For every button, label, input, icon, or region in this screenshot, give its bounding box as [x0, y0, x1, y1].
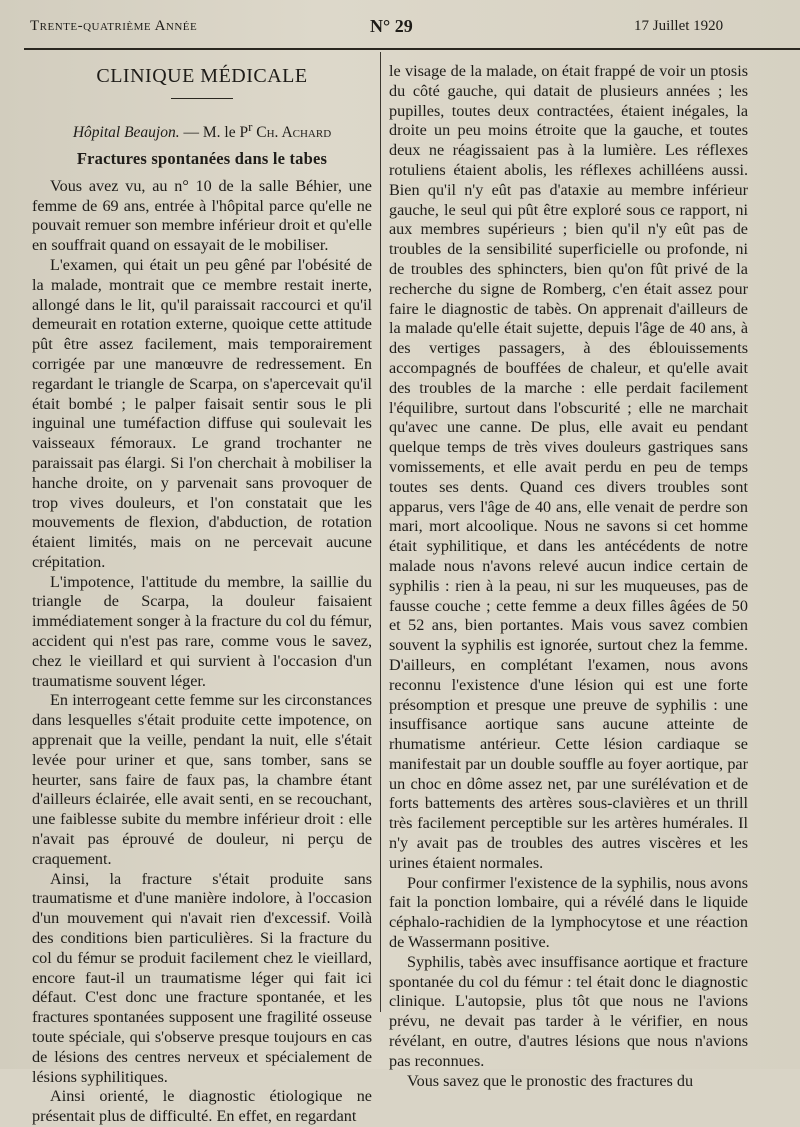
byline	[32, 117, 372, 143]
page-header	[0, 0, 800, 48]
paragraph: Pour confirmer l'existence de la syphilis, nous avons fait la ponction lombaire, qui a révélé dans le liquide céphalo-rachidien de la lymphocytose et une réaction de Wassermann positive.	[389, 873, 748, 952]
title-rule	[171, 98, 233, 99]
byline-author: Ch. Achard	[252, 124, 332, 142]
column-divider	[380, 52, 381, 1012]
header-rule	[24, 48, 800, 50]
header-year: Trente-quatrième Année	[30, 18, 198, 34]
paragraph: L'examen, qui était un peu gêné par l'obésité de la malade, montrait que ce membre restait inerte, allongé dans le lit, qu'il paraissait raccourci et qu'il demeurait en rotation externe, quoique cette attitude pût être assez facilement, mais temporairement corrigée par une manœuvre de redressement. En regardant le triangle de Scarpa, on s'apercevait qu'il était bombé ; le palper faisait sentir sous le pli inguinal une tuméfaction diffuse qui soulevait les vaisseaux fémoraux. Le grand trochanter ne paraissait pas élargi. Si l'on cherchait à mobiliser la hanche droite, on y parvenait sans provoquer de trop vives douleurs, et l'on constatait que les mouvements de flexion, d'abduction, de rotation étaient limités, mais on ne percevait aucune crépitation.	[32, 255, 372, 571]
article-title: Fractures spontanées dans le tabes	[76, 148, 328, 168]
header-date: 17 Juillet 1920	[634, 18, 724, 34]
paragraph: L'impotence, l'attitude du membre, la saillie du triangle de Scarpa, la douleur faisaient immédiatement songer à la fracture du col du fémur, accident qui n'est pas rare, comme vous le savez, chez le vieillard et qui survient à l'occasion d'un traumatisme souvent léger.	[32, 572, 372, 690]
header-issue-number: N° 29	[370, 16, 413, 36]
byline-place: Hôpital Beaujon.	[72, 124, 180, 142]
paragraph: Ainsi orienté, le diagnostic étiologique ne présentait plus de difficulté. En effet, en regardant	[32, 1087, 372, 1126]
paragraph: Ainsi, la fracture s'était produite sans traumatisme et d'une manière indolore, à l'occasion d'un mouvement qui n'avait rien d'excessif. Voilà des conditions bien particulières. Si la fracture du col du fémur se produit facilement chez le vieillard, encore faut-il un traumatisme léger qui fait ici défaut. C'est donc une fracture spontanée, et les fractures spontanées supposent une fragilité osseuse toute spéciale, qui s'observe presque toujours en cas de lésions des centres nerveux et spécialement de lésions syphilitiques.	[32, 869, 372, 1086]
left-column	[32, 56, 372, 1127]
paragraph: le visage de la malade, on était frappé de voir un ptosis du côté gauche, qui datait de plusieurs années ; les pupilles, toutes deux contractées, étaient inégales, la droite un peu moins étroite que la gauche, et toutes deux ne réagissaient pas à la lumière. Les réflexes rotuliens étaient abolis, les réflexes achilléens aussi. Bien qu'il n'y eût pas d'ataxie au membre inférieur gauche, le seul qui pût être exploré sous ce rapport, ni aux membres supérieurs ; bien qu'il n'y eût pas de troubles de la sensibilité superficielle ou profonde, ni de troubles des sphincters, bien qu'on fût privé de la recherche du signe de Romberg, c'en était assez pour faire le diagnostic de tabès. On apprenait d'ailleurs de la malade qu'elle était sujette, depuis l'âge de 40 ans, à des vertiges passagers, à des éblouissements accompagnés de bouffées de chaleur, et qu'elle avait des troubles de la marche : elle perdait facilement l'équilibre, surtout dans l'obscurité ; elle ne marchait qu'avec une canne. De plus, elle avait eu pendant quelque temps de très vives douleurs gastriques sans vomissements, et elle avait perdu en peu de temps toutes ses dents. Quand ces divers troubles sont apparus, vers l'âge de 40 ans, elle venait de perdre son mari, mort alcoolique. Nous ne savons si cet homme était syphilitique, et dans les antécédents de notre malade nous n'avons relevé aucun indice certain de syphilis : rien à la peau, ni sur les muqueuses, pas de fausse couche ; cette femme a deux filles âgées de 50 et 52 ans, bien portantes. Mais vous savez combien souvent la syphilis est ignorée, surtout chez la femme. D'ailleurs, en complétant l'examen, nous avons reconnu l'existence d'une lésion qui est une forte présomption et presque une preuve de syphilis : une insuffisance aortique sans aucune atteinte de rhumatisme antérieur. Cette lésion cardiaque se manifestait par un double souffle au foyer aortique, par un choc en dôme assez net, par une surélévation et de forts battements des artères sous-clavières et un thrill très facilement perceptible sur les artères humérales. Il n'y avait pas de troubles des autres viscères et les urines étaient normales.	[389, 62, 748, 872]
paragraph: Syphilis, tabès avec insuffisance aortique et fracture spontanée du col du fémur : tel était donc le diagnostic clinique. L'autopsie, plus tôt que nous ne l'avions prévu, ne devait pas tarder à le vérifier, en nous révélant, en outre, d'autres lésions que nous n'avions pas reconnues.	[389, 952, 748, 1070]
byline-sup: r	[248, 119, 253, 134]
paragraph: Vous savez que le pronostic des fractures du	[407, 1071, 694, 1090]
paragraph: En interrogeant cette femme sur les circonstances dans lesquelles s'était produite cette impotence, on apprenait que la veille, pendant la nuit, elle s'était levée pour uriner et que, sans tomber, sans se heurter, sans faire de faux pas, la chambre étant d'ailleurs éclairée, elle avait senti, en se recouchant, une faiblesse subite du membre inférieur droit : elle n'avait pas éprouvé de douleur, ni perçu de craquement.	[32, 691, 372, 868]
section-title: CLINIQUE MÉDICALE	[96, 65, 308, 87]
right-column	[389, 62, 748, 1091]
paragraph: Vous avez vu, au n° 10 de la salle Béhier, une femme de 69 ans, entrée à l'hôpital parce qu'elle ne pouvait remuer son membre inférieur droit et qu'elle en souffrait quand on essayait de le mobiliser.	[32, 176, 372, 255]
byline-prefix: — M. le P	[179, 124, 249, 142]
